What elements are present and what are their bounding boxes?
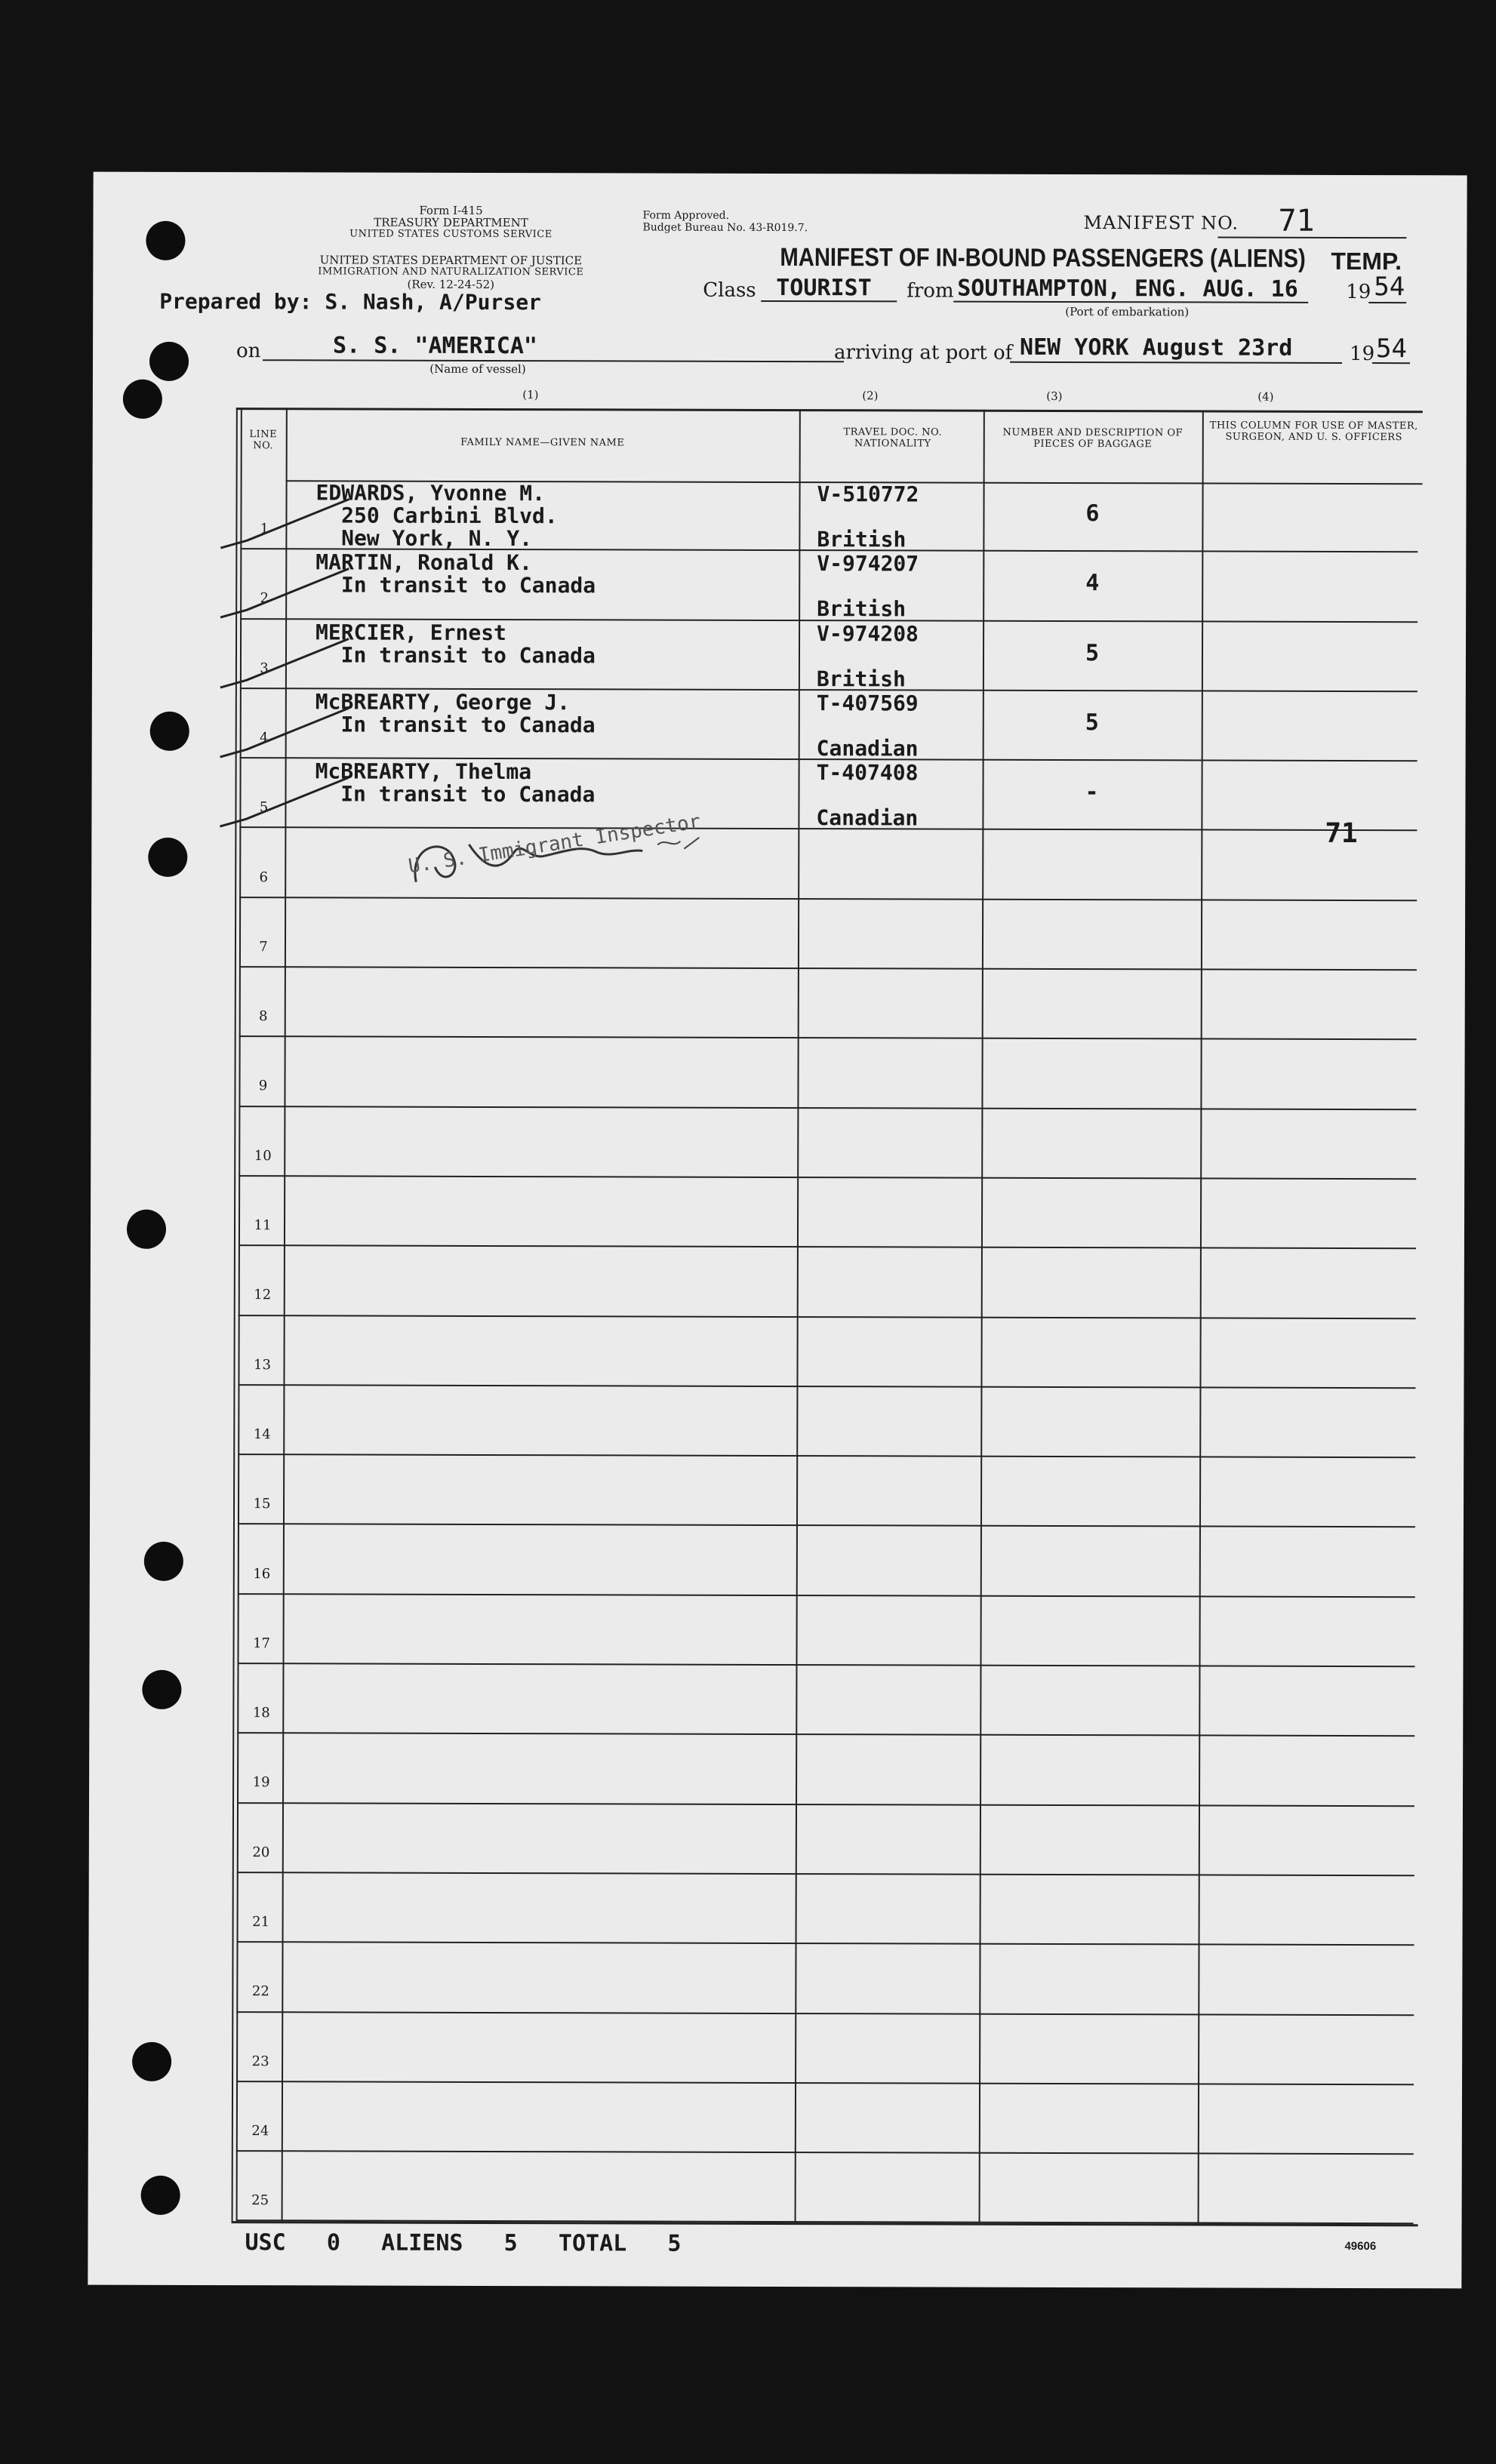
from-value: SOUTHAMPTON, ENG. AUG. 16 [957,275,1298,303]
officer-manifest-mark: 71 [1325,817,1358,850]
form-approved: Form Approved. [642,209,730,222]
baggage-count: 4 [1085,570,1100,597]
line-number: 7 [259,938,268,955]
year-suffix: 54 [1374,272,1405,303]
table-row [237,1595,1414,1667]
form-number: Form I-415 [419,203,483,217]
manifest-title: MANIFEST OF IN-BOUND PASSENGERS (ALIENS) [780,243,1306,273]
table-row [236,2013,1414,2085]
usc-label: USC [245,2229,286,2256]
year-underline [1368,302,1406,303]
check-mark-icon [217,564,352,625]
line-number: 10 [254,1147,272,1164]
nationality: Canadian [816,736,919,761]
header-name: FAMILY NAME—GIVEN NAME [460,436,625,449]
line-number: 23 [251,2053,269,2069]
table-row [238,1525,1415,1598]
travel-doc-number: T-407569 [816,691,919,716]
header-officers: THIS COLUMN FOR USE OF MASTER, SURGEON, AND U. S. OFFICERS [1209,420,1418,444]
line-number: 22 [251,1983,269,2000]
baggage-count: - [1085,779,1099,806]
total-label: TOTAL [558,2230,627,2257]
vessel-caption: (Name of vessel) [429,361,526,377]
arriving-label: arriving at port of [834,341,1013,365]
col-number-2: (2) [862,389,879,403]
table-row [236,1943,1414,2015]
check-mark-icon [217,704,352,764]
line-number: 17 [253,1635,271,1652]
customs-service: UNITED STATES CUSTOMS SERVICE [349,228,553,241]
class-value: TOURIST [776,274,872,302]
passenger-detail: In transit to Canada [315,641,596,668]
passenger-detail: In transit to Canada [315,781,596,807]
header-travel-doc: TRAVEL DOC. NO. NATIONALITY [843,426,943,450]
passenger-name: EDWARDS, Yvonne M. [316,480,546,506]
temp-label: TEMP. [1331,247,1402,275]
table-row [237,1873,1414,1946]
nationality: Canadian [816,805,919,831]
col-number-1: (1) [522,388,539,402]
baggage-count: 6 [1085,500,1100,528]
line-number: 24 [251,2123,269,2139]
line-number: 12 [254,1287,272,1303]
class-label: Class [703,278,756,302]
nationality: British [817,527,907,552]
line-number: 15 [253,1496,271,1512]
manifest-no-value: 71 [1278,203,1315,238]
table-row [238,1316,1415,1389]
arriving-year-underline [1372,362,1410,364]
passenger-detail: In transit to Canada [316,572,596,598]
table-row [239,1107,1416,1180]
port-embark-caption: (Port of embarkation) [1065,304,1190,319]
check-mark-icon [217,635,352,695]
passenger-detail: New York, N. Y. [316,525,533,552]
justice-department: UNITED STATES DEPARTMENT OF JUSTICE [319,253,583,268]
on-label: on [236,340,261,363]
usc-value: 0 [326,2229,340,2256]
from-underline [953,301,1308,303]
line-number: 19 [252,1774,270,1791]
punch-hole [146,221,185,260]
nationality: British [816,666,906,692]
arriving-year-prefix: 19 [1350,342,1375,366]
year-prefix: 19 [1346,280,1371,304]
arriving-underline [1010,361,1342,364]
table-row [237,1664,1414,1736]
line-number: 16 [253,1565,271,1582]
form-code: 49606 [1344,2239,1377,2253]
passenger-detail: 250 Carbini Blvd. [316,503,558,529]
arriving-value: NEW YORK August 23rd [1020,334,1293,361]
line-number: 3 [260,660,269,676]
punch-hole [132,2042,171,2081]
table-row [236,2152,1414,2224]
table-row [238,1455,1415,1527]
line-number: 5 [259,799,269,816]
baggage-count: 5 [1085,709,1099,737]
nationality: British [817,596,907,622]
punch-hole [142,1670,181,1709]
vessel-underline [263,359,844,362]
punch-hole [141,2176,180,2215]
aliens-value: 5 [503,2230,518,2257]
manifest-no-underline [1217,237,1406,239]
manifest-sheet [88,172,1467,2289]
from-label: from [907,279,954,303]
punch-hole [149,342,189,381]
manifest-no-label: MANIFEST NO. [1083,212,1239,234]
arriving-year-suffix: 54 [1376,334,1408,365]
immigration-service: IMMIGRATION AND NATURALIZATION SERVICE [318,266,584,278]
line-number: 2 [260,590,269,607]
check-mark-icon [216,774,352,834]
line-number: 8 [258,1008,268,1025]
table-row [239,1246,1416,1318]
revision-date: (Rev. 12-24-52) [407,277,495,292]
total-value: 5 [667,2230,682,2257]
line-number: 9 [258,1078,268,1094]
line-number: 25 [251,2192,269,2209]
table-top-rule [236,408,1423,413]
class-underline [761,300,897,302]
header-baggage: NUMBER AND DESCRIPTION OF PIECES OF BAGGAGE [1002,426,1184,451]
table-row [239,967,1417,1040]
line-number: 4 [259,730,269,746]
header-line-no: LINE NO. [249,429,278,452]
passenger-name: MARTIN, Ronald K. [316,549,532,576]
table-row [238,1386,1415,1458]
punch-hole [150,712,189,751]
budget-bureau: Budget Bureau No. 43-R019.7. [642,221,808,235]
line-number: 21 [252,1914,270,1930]
travel-doc-number: T-407408 [816,760,919,786]
punch-hole [144,1542,183,1581]
inspector-stamp: U. S. Immigrant Inspector [406,810,703,878]
col-number-3: (3) [1046,389,1063,403]
passenger-name: MERCIER, Ernest [316,619,506,645]
passenger-name: McBREARTY, George J. [315,689,571,715]
passenger-detail: In transit to Canada [315,712,596,738]
passenger-name: McBREARTY, Thelma [315,758,532,785]
table-row [239,1177,1416,1249]
aliens-label: ALIENS [381,2229,463,2256]
treasury-department: TREASURY DEPARTMENT [374,215,528,230]
table-row [239,898,1417,971]
line-number: 18 [252,1705,270,1721]
table-row [237,1734,1414,1807]
table-row [237,1804,1414,1876]
vessel-name: S. S. "AMERICA" [333,332,538,360]
punch-hole [148,838,187,877]
travel-doc-number: V-510772 [817,481,919,507]
travel-doc-number: V-974208 [817,620,919,647]
punch-hole [123,380,162,419]
check-mark-icon [217,495,352,555]
line-number: 1 [260,521,269,537]
travel-doc-number: V-974207 [817,551,919,577]
col-number-4: (4) [1257,389,1274,404]
line-number: 11 [254,1217,272,1234]
line-number: 13 [254,1356,272,1373]
punch-hole [127,1210,166,1249]
baggage-count: 5 [1085,639,1100,666]
prepared-by: Prepared by: S. Nash, A/Purser [159,288,541,315]
table-row [239,1038,1416,1110]
footer-totals [245,2229,681,2257]
line-number: 14 [253,1426,271,1443]
line-number: 6 [259,869,268,885]
table-row [236,2082,1414,2155]
line-number: 20 [252,1844,270,1860]
